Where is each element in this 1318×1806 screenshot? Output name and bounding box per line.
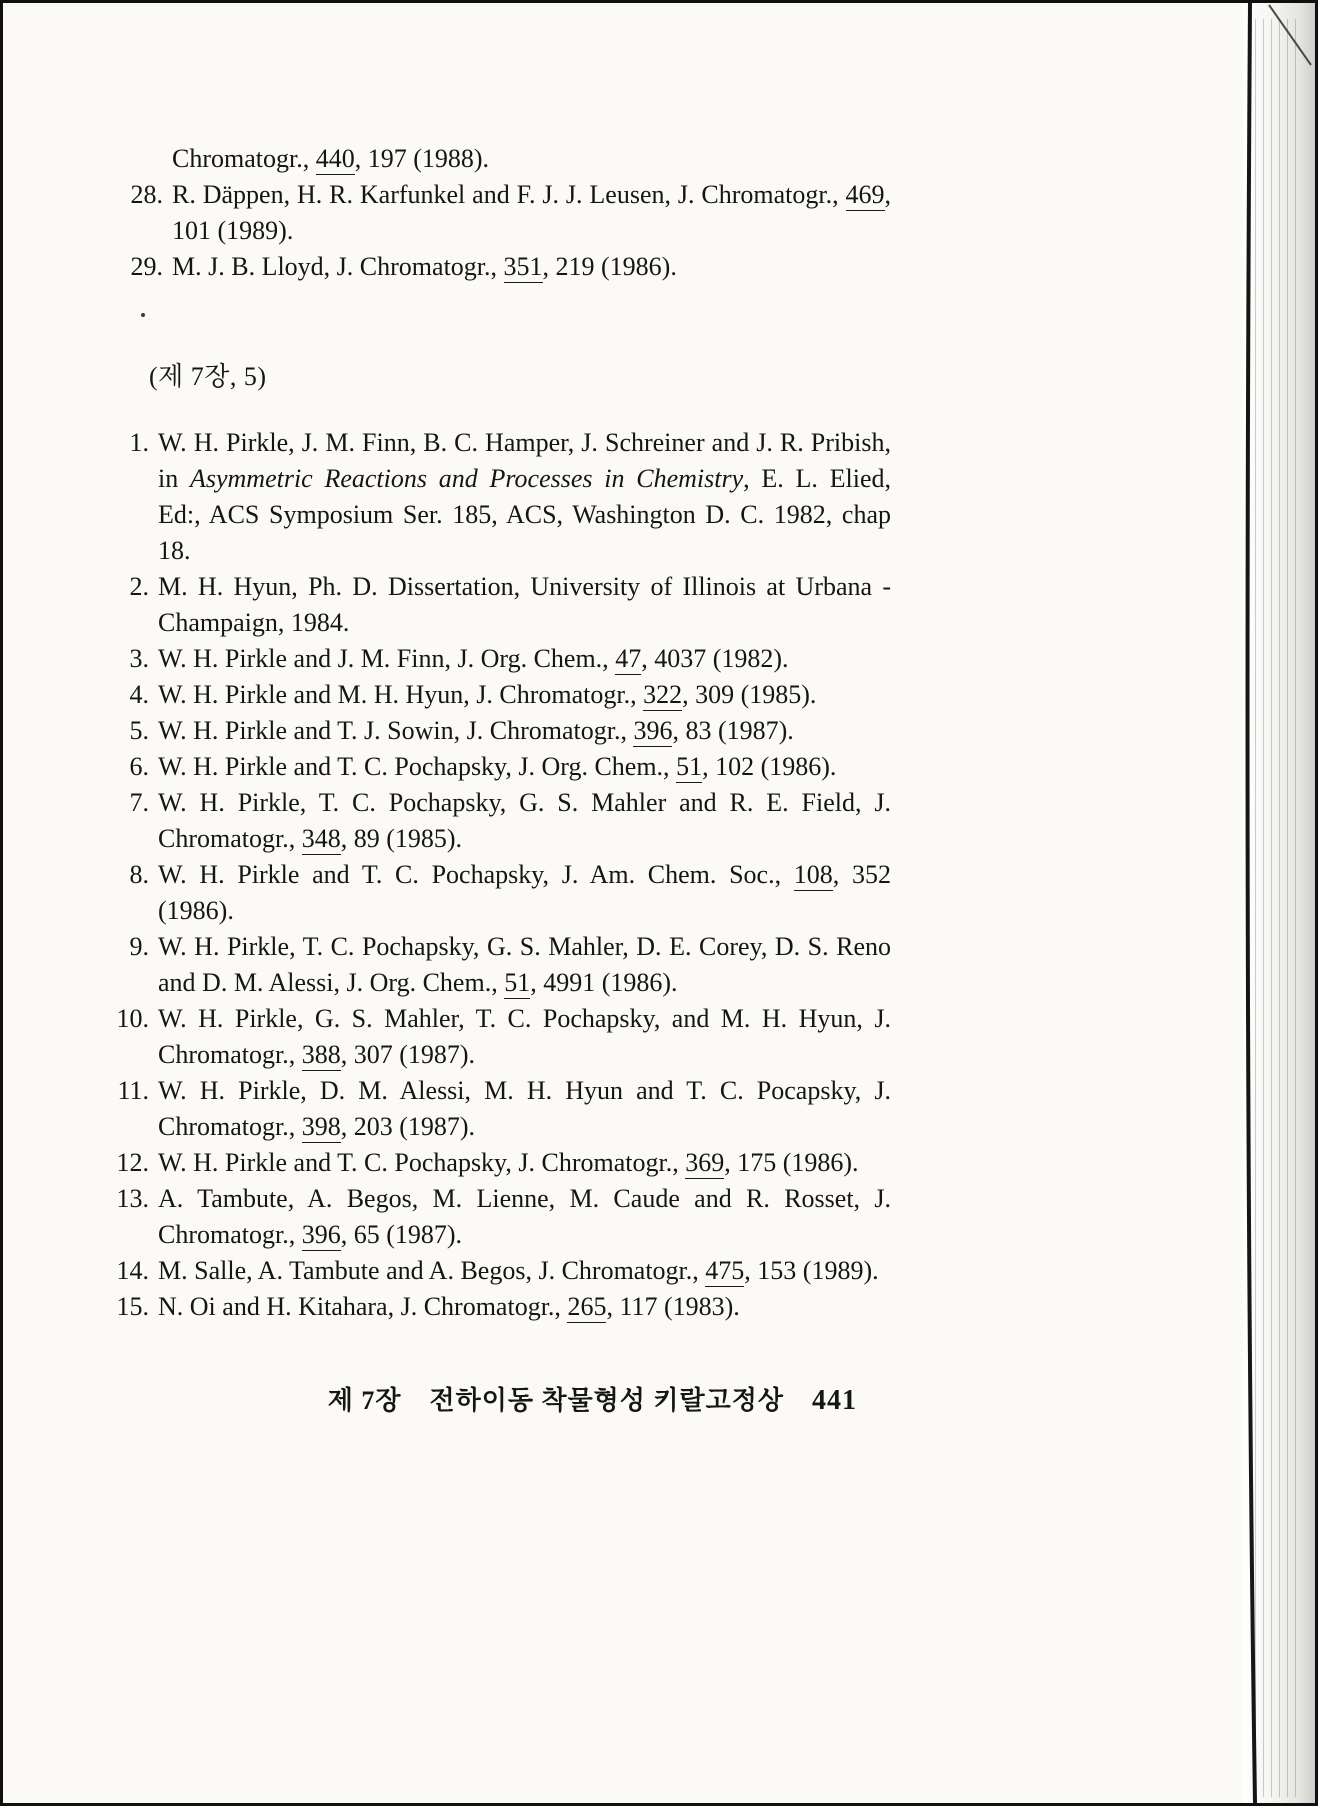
scan-artifact-dot xyxy=(141,313,145,317)
reference-text-part: M. J. B. Lloyd, J. Chromatogr., xyxy=(172,252,504,281)
book-page-edge xyxy=(1243,3,1315,1803)
reference-text-part: , E. L. Elied, Ed:, ACS Symposium Ser. 185, ACS, Washington D. C. 1982, chap 18. xyxy=(158,464,891,565)
reference-text-part: W. H. Pirkle and T. C. Pochapsky, J. Chromatogr., xyxy=(158,1148,686,1177)
reference-text-part: , 219 (1986). xyxy=(542,252,677,281)
reference-number: 14. xyxy=(116,1256,149,1285)
reference-text xyxy=(158,860,891,925)
page-curl-line xyxy=(1243,3,1315,1803)
reference-text xyxy=(172,144,489,175)
volume-number: 388 xyxy=(301,1040,341,1069)
reference-item xyxy=(111,857,891,929)
reference-text-part: , 4037 (1982). xyxy=(641,644,789,673)
reference-item xyxy=(111,1145,891,1181)
reference-number: 28. xyxy=(130,180,163,209)
reference-number: 5. xyxy=(129,716,149,745)
section-heading: (제 7장, 5) xyxy=(149,362,267,391)
top-reference-list xyxy=(125,141,891,285)
reference-text xyxy=(158,1256,879,1287)
reference-item xyxy=(125,141,891,177)
reference-item xyxy=(111,425,891,569)
reference-number: 11. xyxy=(117,1076,149,1105)
reference-item xyxy=(111,1253,891,1289)
reference-item xyxy=(111,1001,891,1073)
volume-number: 396 xyxy=(633,716,673,745)
reference-text-part: , 101 (1989). xyxy=(172,180,891,245)
reference-number: 10. xyxy=(116,1004,149,1033)
reference-item xyxy=(111,569,891,641)
reference-text-part: A. Tambute, A. Begos, M. Lienne, M. Caude and R. Rosset, J. Chromatogr., xyxy=(158,1184,891,1249)
volume-number: 351 xyxy=(503,252,543,281)
reference-text xyxy=(158,428,891,565)
reference-text xyxy=(158,644,789,675)
reference-item xyxy=(111,929,891,1001)
reference-text xyxy=(158,1004,891,1071)
footer-page-number: 441 xyxy=(812,1385,857,1416)
reference-text xyxy=(158,752,836,783)
reference-text-part: , 153 (1989). xyxy=(744,1256,879,1285)
reference-text xyxy=(158,716,794,747)
page-content xyxy=(111,141,891,1419)
volume-number: 51 xyxy=(676,752,703,781)
reference-number: 2. xyxy=(129,572,149,601)
reference-text-part: R. Däppen, H. R. Karfunkel and F. J. J. Leusen, J. Chromatogr., xyxy=(172,180,846,209)
reference-text-part: , 89 (1985). xyxy=(340,824,463,853)
volume-number: 108 xyxy=(793,860,833,889)
reference-text-part: M. H. Hyun, Ph. D. Dissertation, University of Illinois at Urbana -Champaign, 1984. xyxy=(158,572,891,637)
reference-number: 1. xyxy=(129,428,149,457)
book-title: Asymmetric Reactions and Processes in Chemistry xyxy=(189,464,744,493)
reference-text-part: W. H. Pirkle and T. J. Sowin, J. Chromatogr., xyxy=(158,716,634,745)
reference-text-part: , 65 (1987). xyxy=(340,1220,463,1249)
reference-text xyxy=(158,1148,859,1179)
reference-text xyxy=(172,180,891,245)
reference-text-part: , 175 (1986). xyxy=(724,1148,859,1177)
reference-item xyxy=(111,1181,891,1253)
reference-text-part: W. H. Pirkle, T. C. Pochapsky, G. S. Mahler, D. E. Corey, D. S. Reno and D. M. Alessi, J. Org. Chem., xyxy=(158,932,891,997)
reference-text-part: , 307 (1987). xyxy=(340,1040,476,1069)
reference-text-part: W. H. Pirkle, G. S. Mahler, T. C. Pochapsky, and M. H. Hyun, J. Chromatogr., xyxy=(158,1004,891,1069)
reference-item xyxy=(125,177,891,249)
volume-number: 369 xyxy=(685,1148,725,1177)
reference-text xyxy=(158,1184,891,1251)
volume-number: 348 xyxy=(301,824,341,853)
page-footer xyxy=(111,1383,891,1419)
volume-number: 51 xyxy=(504,968,531,997)
reference-item xyxy=(111,1073,891,1145)
volume-number: 396 xyxy=(301,1220,341,1249)
reference-number: 6. xyxy=(129,752,149,781)
volume-number: 440 xyxy=(315,144,355,173)
reference-item xyxy=(111,641,891,677)
reference-text-part: , 197 (1988). xyxy=(354,144,490,173)
reference-item xyxy=(111,713,891,749)
reference-item xyxy=(111,749,891,785)
footer-chapter-label: 제 7장 xyxy=(327,1386,402,1415)
reference-text-part: , 102 (1986). xyxy=(702,752,837,781)
reference-item xyxy=(111,677,891,713)
reference-item xyxy=(111,1289,891,1325)
reference-number: 3. xyxy=(129,644,149,673)
reference-text-part: W. H. Pirkle and T. C. Pochapsky, J. Am. Chem. Soc., xyxy=(158,860,794,889)
reference-text xyxy=(158,788,891,855)
reference-text-part: , 203 (1987). xyxy=(340,1112,476,1141)
volume-number: 265 xyxy=(567,1292,607,1321)
reference-item xyxy=(111,785,891,857)
reference-item xyxy=(125,249,891,285)
reference-text-part: , 352 (1986). xyxy=(158,860,891,925)
reference-text-part: W. H. Pirkle and J. M. Finn, J. Org. Chem., xyxy=(158,644,616,673)
reference-number: 4. xyxy=(129,680,149,709)
reference-number: 9. xyxy=(129,932,149,961)
reference-text-part: W. H. Pirkle, T. C. Pochapsky, G. S. Mahler and R. E. Field, J. Chromatogr., xyxy=(158,788,891,853)
reference-number: 8. xyxy=(129,860,149,889)
reference-list xyxy=(111,425,891,1325)
reference-text-part: N. Oi and H. Kitahara, J. Chromatogr., xyxy=(158,1292,568,1321)
reference-text-part: , 83 (1987). xyxy=(672,716,794,745)
reference-text-part: M. Salle, A. Tambute and A. Begos, J. Chromatogr., xyxy=(158,1256,706,1285)
reference-text xyxy=(158,932,891,999)
reference-text-part: , 117 (1983). xyxy=(606,1292,740,1321)
reference-text-part: W. H. Pirkle, D. M. Alessi, M. H. Hyun and T. C. Pocapsky, J. Chromatogr., xyxy=(158,1076,891,1141)
reference-text xyxy=(158,1076,891,1143)
volume-number: 475 xyxy=(705,1256,745,1285)
volume-number: 398 xyxy=(301,1112,341,1141)
reference-text xyxy=(158,680,816,711)
reference-text xyxy=(158,1292,740,1323)
volume-number: 469 xyxy=(845,180,885,209)
volume-number: 322 xyxy=(643,680,683,709)
reference-text xyxy=(158,572,891,637)
reference-text xyxy=(172,252,677,283)
reference-number: 12. xyxy=(116,1148,149,1177)
reference-text-part: , 309 (1985). xyxy=(682,680,817,709)
reference-text-part: W. H. Pirkle and M. H. Hyun, J. Chromatogr., xyxy=(158,680,644,709)
footer-chapter-title: 전하이동 착물형성 키랄고정상 xyxy=(429,1386,784,1415)
reference-text-part: W. H. Pirkle, J. M. Finn, B. C. Hamper, J. Schreiner and J. R. Pribish, in xyxy=(158,428,891,493)
reference-number: 29. xyxy=(130,252,163,281)
volume-number: 47 xyxy=(615,644,642,673)
reference-text-part: Chromatogr., xyxy=(172,144,316,173)
reference-text-part: W. H. Pirkle and T. C. Pochapsky, J. Org. Chem., xyxy=(158,752,677,781)
reference-text-part: , 4991 (1986). xyxy=(530,968,678,997)
reference-number: 15. xyxy=(116,1292,149,1321)
reference-number: 13. xyxy=(116,1184,149,1213)
reference-number: 7. xyxy=(129,788,149,817)
